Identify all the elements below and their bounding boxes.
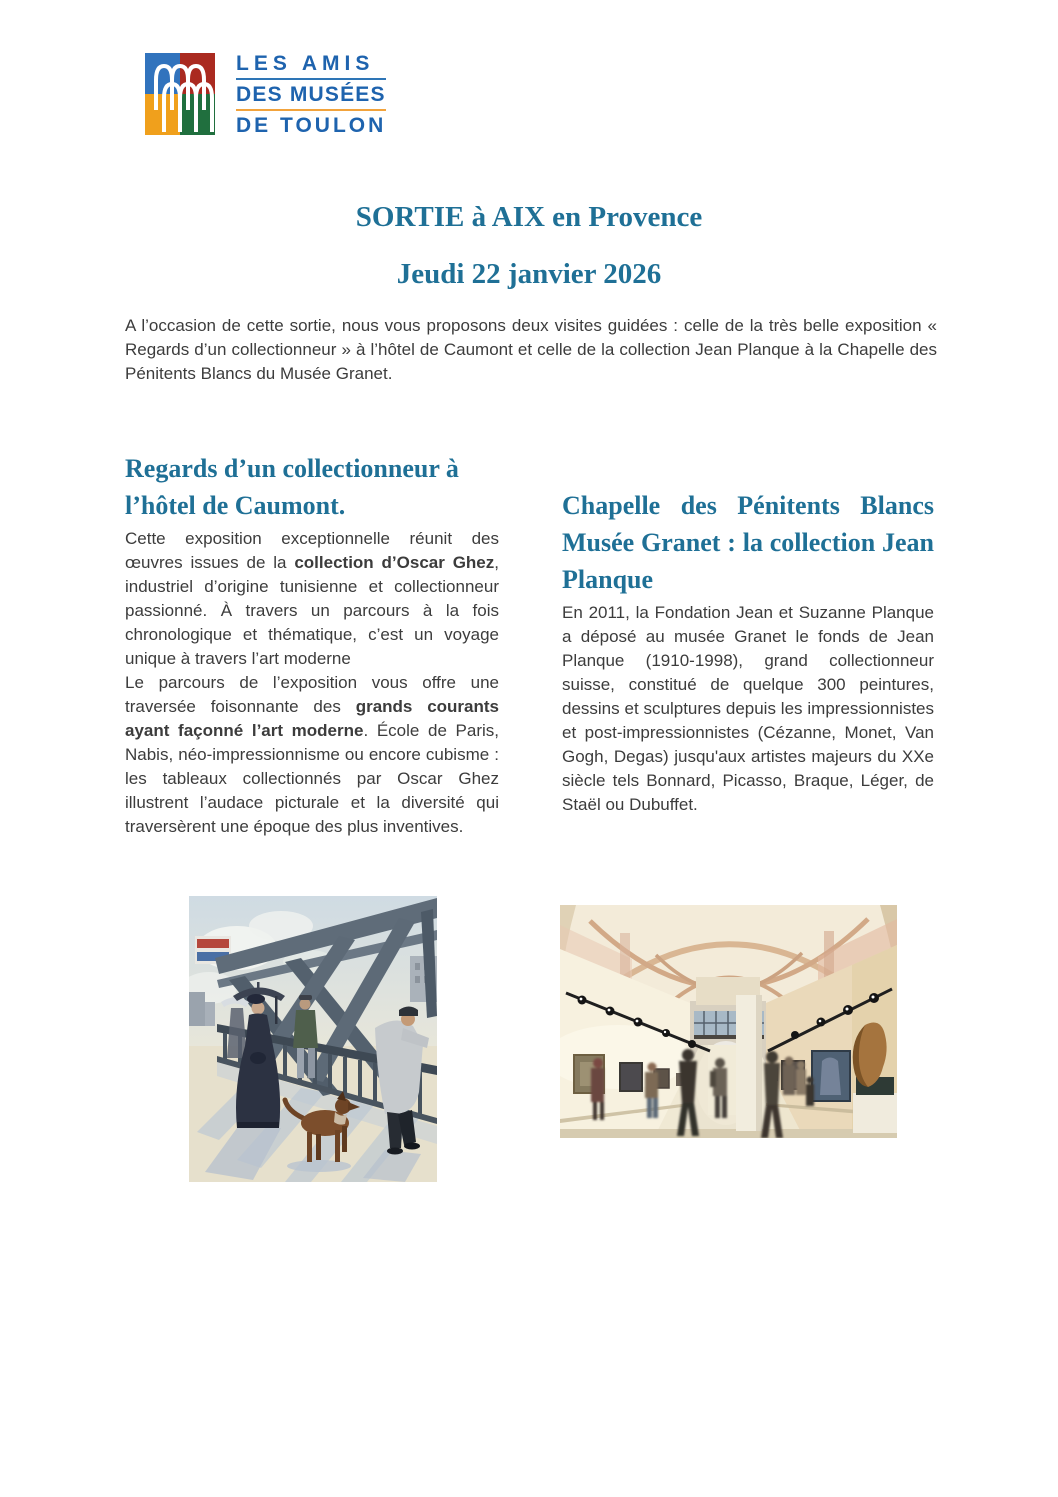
text-run: Le parcours de l’exposition vous offre une traversée foisonnante des (125, 673, 499, 716)
logo-text-line2: DES MUSÉES (236, 83, 386, 106)
left-column-heading: Regards d’un collectionneur à l’hôtel de Caumont. (125, 454, 459, 520)
granet-chapel-gallery-photo-image (560, 905, 897, 1138)
amis-des-musees-toulon-logo-icon (145, 53, 215, 135)
text-run: Cette exposition exceptionnelle réunit des œuvres issues de la (125, 529, 499, 572)
right-column-heading: Chapelle des Pénitents Blancs Musée Granet : la collection Jean Planque (562, 491, 934, 594)
left-column (125, 450, 499, 839)
logo-text (236, 53, 388, 136)
left-column-paragraph-2 (125, 671, 499, 839)
logo-divider-orange (236, 109, 386, 111)
caillebotte-bridge-painting-image (189, 896, 437, 1182)
right-column-paragraph: En 2011, la Fondation Jean et Suzanne Planque a déposé au musée Granet le fonds de Jean Planque (1910-1998), grand collectionneur suisse, constitué de quelque 300 peintures, dessins et sculptures depuis les impressionnistes et post-impressionnistes (Cézanne, Monet, Van Gogh, Degas) jusqu'aux artistes majeurs du XXe siècle tels Bonnard, Picasso, Braque, Léger, de Staël ou Dubuffet. (562, 603, 934, 814)
logo-text-line1: LES AMIS (236, 52, 375, 75)
left-column-paragraph-1 (125, 527, 499, 671)
page-date: Jeudi 22 janvier 2026 (396, 258, 662, 290)
bold-text-run: collection d’Oscar Ghez (294, 553, 495, 572)
right-column (562, 487, 934, 817)
page-title: SORTIE à AIX en Provence (355, 201, 703, 233)
bold-text-run: grands courants ayant façonné l’art moderne (125, 697, 499, 740)
text-run: . École de Paris, Nabis, néo-impressionnisme ou encore cubisme : les tableaux collectionnés par Oscar Ghez illustrent l’audace picturale et la diversité qui traversèrent une époque des plus inventives. (125, 721, 500, 836)
text-run: , industriel d’origine tunisienne et collectionneur passionné. À travers un parcours à la fois chronologique et thématique, c’est un voyage unique à travers l’art moderne (125, 553, 499, 668)
intro-paragraph: A l’occasion de cette sortie, nous vous proposons deux visites guidées : celle de la très belle exposition « Regards d’un collectionneur » à l’hôtel de Caumont et celle de la collection Jean Planque à la Chapelle des Pénitents Blancs du Musée Granet. (125, 316, 937, 383)
logo-divider-blue (236, 78, 386, 80)
logo-text-line3: DE TOULON (236, 114, 387, 137)
logo (145, 53, 388, 136)
